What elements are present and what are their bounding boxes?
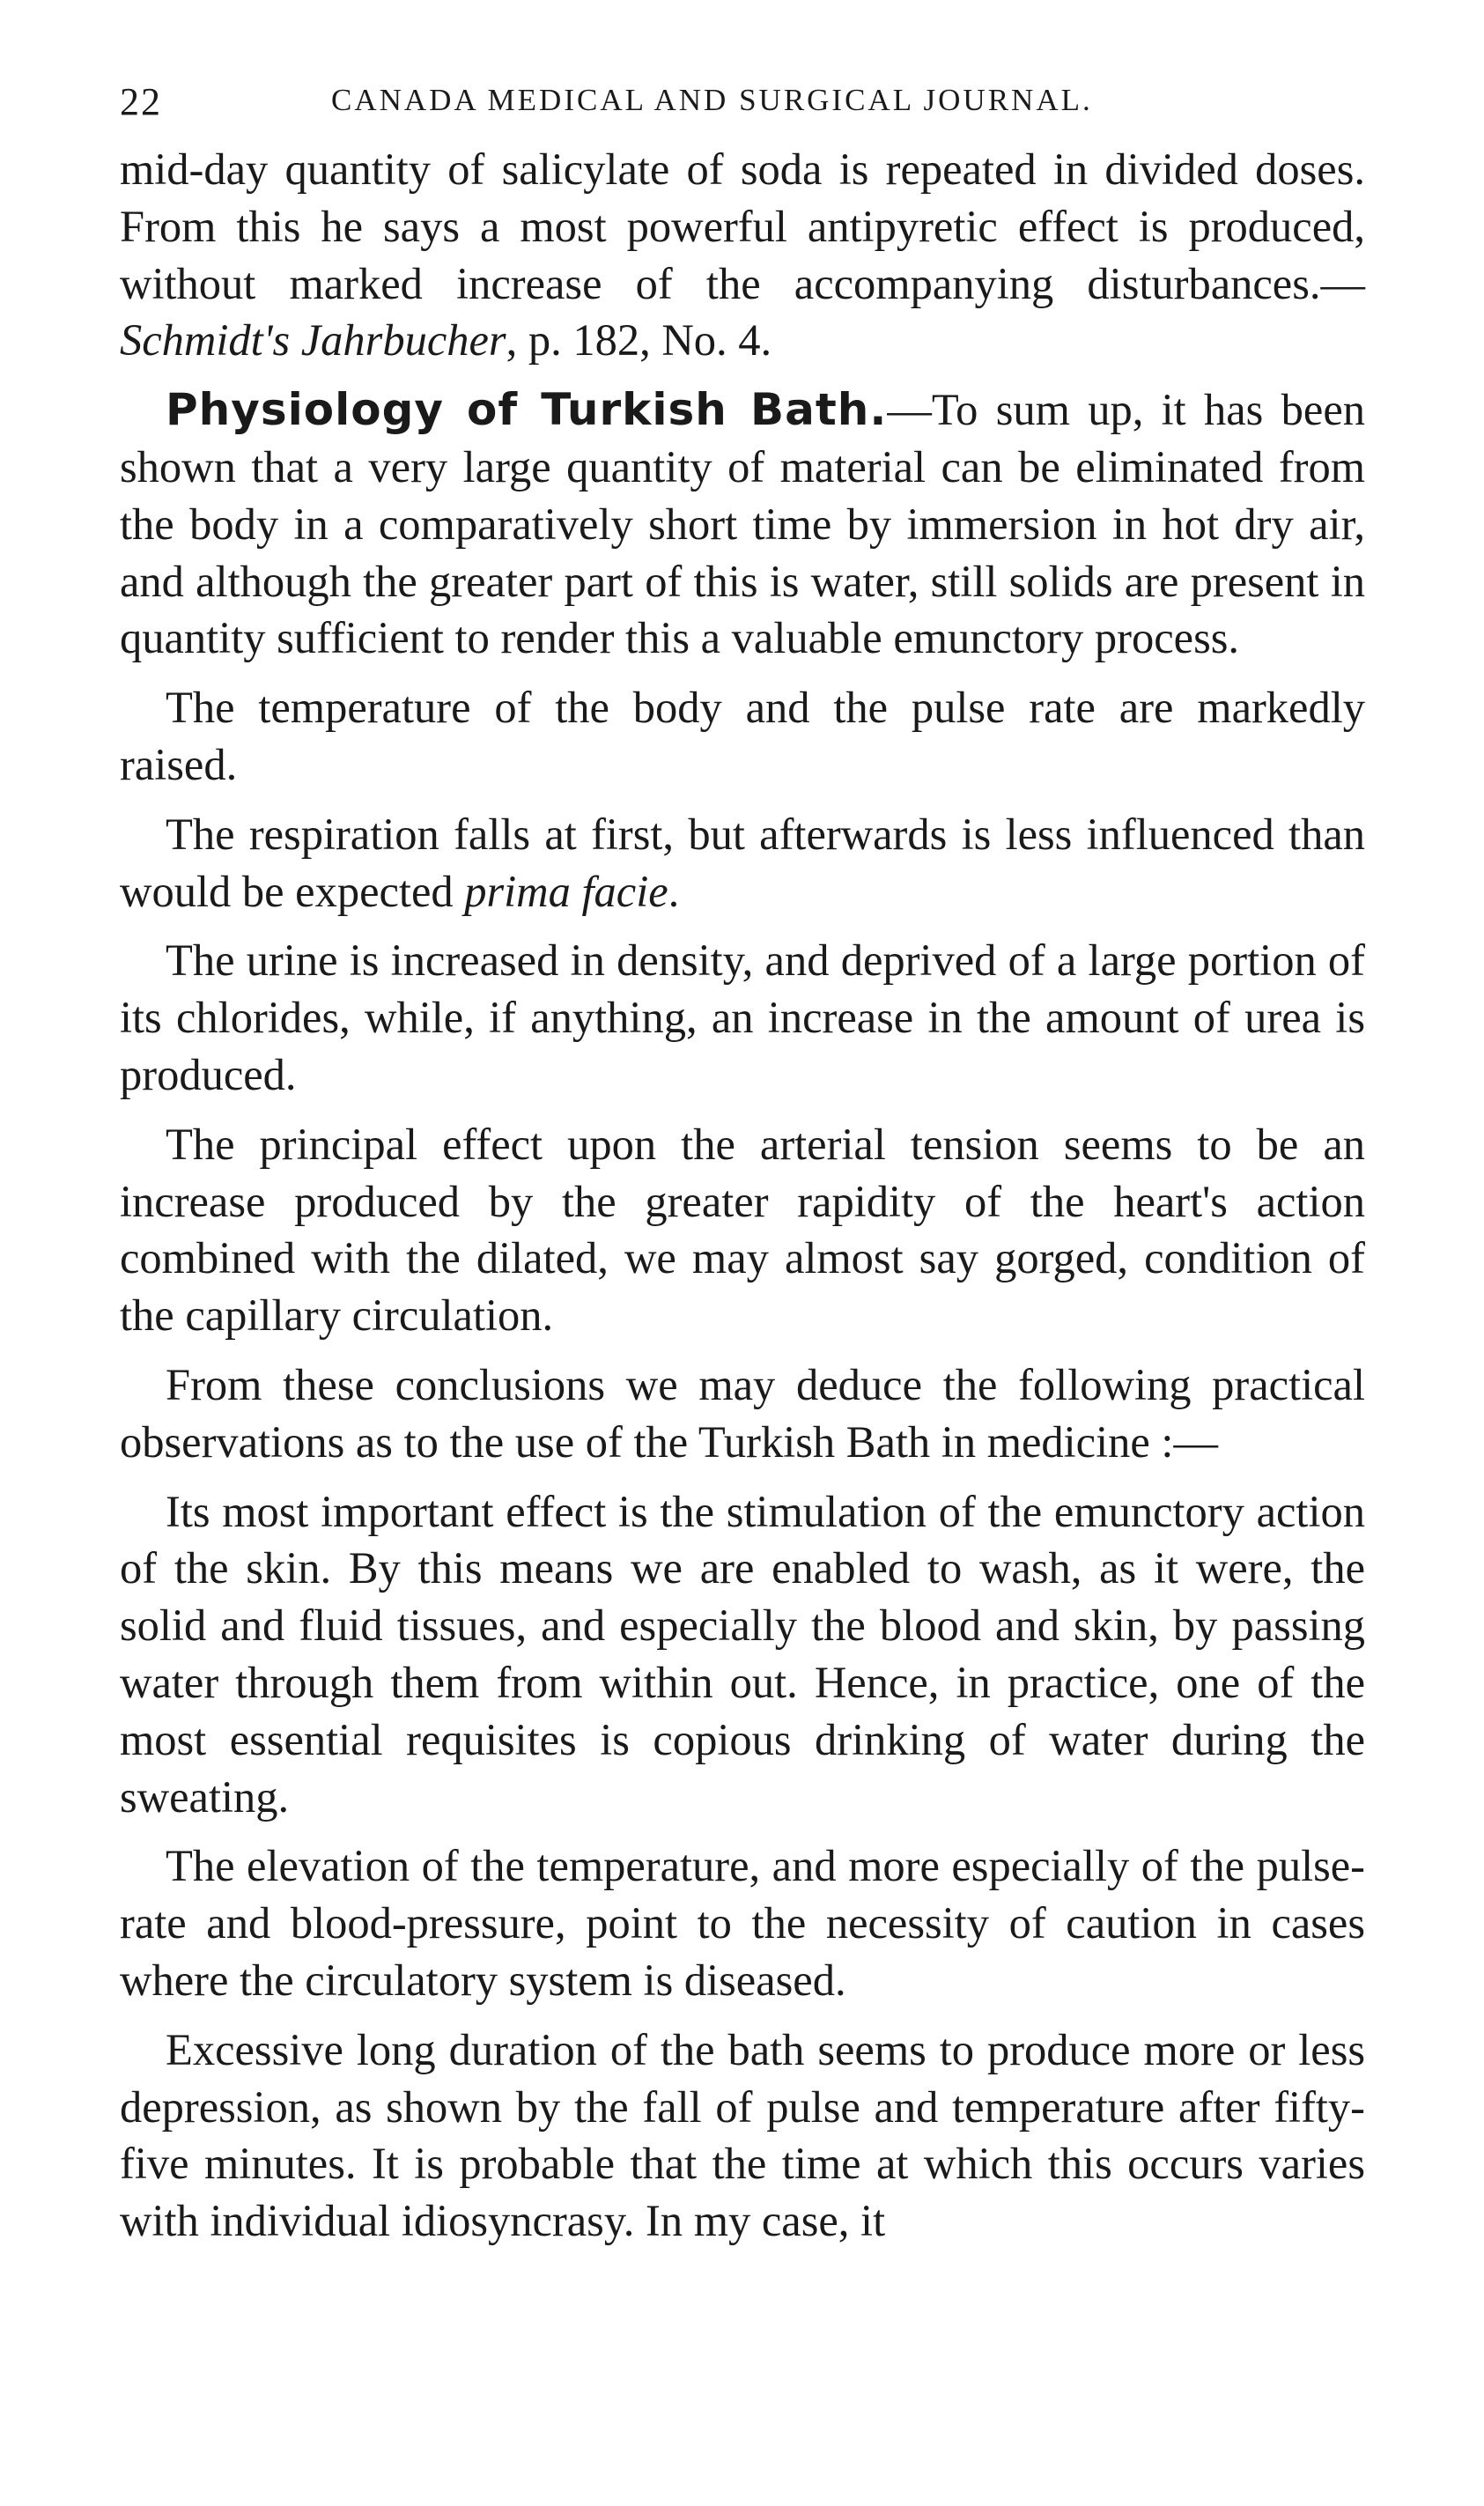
page-number: 22: [120, 80, 162, 123]
italic-phrase: prima facie: [464, 866, 668, 916]
paragraph-urine: The urine is increased in density, and deprived of a large portion of its chlorides, while, if anything, an increase in the amount of urea is produced.: [120, 935, 1365, 1099]
paragraph-text: mid-day quantity of salicylate of soda is repeated in divided doses. From this he says a most powerful antipyretic effect is produced, without marked increase of the accompanying disturbances.—: [120, 144, 1365, 308]
section-paragraph: [120, 381, 1365, 667]
citation-tail: , p. 182, No. 4.: [506, 315, 772, 366]
journal-page: [120, 79, 1365, 2250]
running-head: [120, 79, 1365, 141]
paragraph-temperature: The temperature of the body and the pulse rate are markedly raised.: [120, 683, 1365, 789]
paragraph-arterial-tension: The principal effect upon the arterial tension seems to be an increase produced by the greater rapidity of the heart's action combined with the dilated, we may almost say gorged, condition of the capillary circulation.: [120, 1119, 1365, 1341]
paragraph-text: The respiration falls at first, but afterwards is less influenced than would be expected: [120, 809, 1365, 916]
journal-title: CANADA MEDICAL AND SURGICAL JOURNAL.: [331, 83, 1093, 117]
article-body: [120, 141, 1365, 2250]
source-citation: Schmidt's Jahrbucher: [120, 315, 506, 366]
paragraph-conclusions: From these conclusions we may deduce the following practical observations as to the use of the Turkish Bath in medicine :—: [120, 1359, 1365, 1467]
paragraph-emunctory: Its most important effect is the stimulation of the emunctory action of the skin. By this means we are enabled to wash, as it were, the solid and fluid tissues, and especially the blood and skin, by passing water through them from within out. Hence, in practice, one of the most essential requisites is copious drinking of water during the sweating.: [120, 1486, 1365, 1822]
paragraph-respiration: [120, 806, 1365, 920]
paragraph-elevation: The elevation of the temperature, and more especially of the pulse-rate and blood-pressure, point to the necessity of caution in cases where the circulatory system is diseased.: [120, 1841, 1365, 2005]
paragraph-continued: [120, 141, 1365, 369]
paragraph-tail: .: [668, 866, 680, 916]
section-heading: Physiology of Turkish Bath.: [166, 384, 888, 436]
paragraph-text: —To sum up, it has been shown that a very large quantity of material can be eliminated from the body in a comparatively short time by immersion in hot dry air, and although the greater part of this is water, still solids are present in quantity sufficient to render this a valuable emunctory process.: [120, 385, 1365, 663]
paragraph-duration: Excessive long duration of the bath seems to produce more or less depression, as shown by the fall of pulse and temperature after fifty-five minutes. It is probable that the time at which this occurs varies with individual idiosyncrasy. In my case, it: [120, 2024, 1365, 2246]
